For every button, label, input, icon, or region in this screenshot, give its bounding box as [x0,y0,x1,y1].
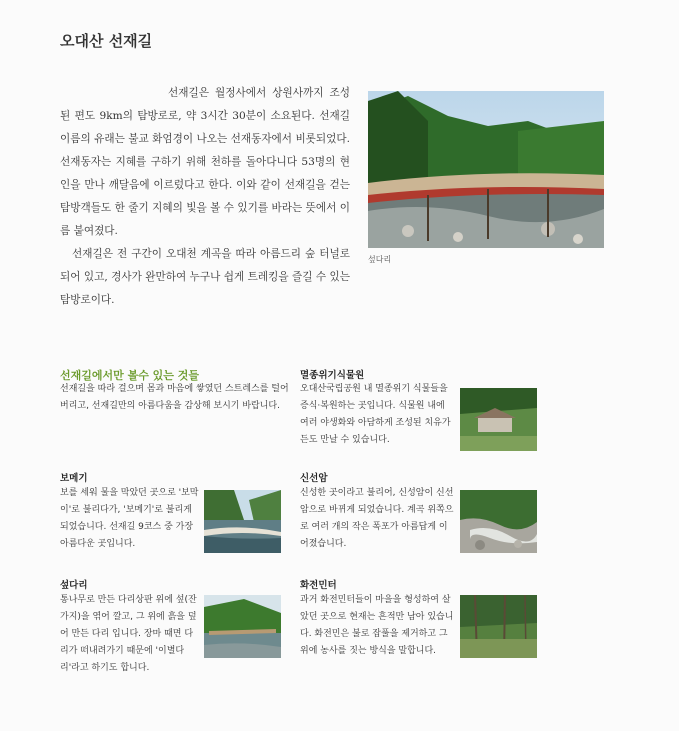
item-text-seopdari: 통나무로 만든 다리상판 위에 섶(잔가지)을 엮어 깔고, 그 위에 흙을 덮어 만든 다리 입니다. 장마 때면 다리가 떠내려가기 때문에 '이별다리'라고 하기도 합니다. [60,595,197,673]
item-title-seopdari: 섶다리 [60,580,88,591]
intro-paragraph-1: 선재길은 월정사에서 상원사까지 조성된 편도 9km의 탐방로로, 약 3시간 30분이 소요된다. 선재길 이름의 유래는 불교 화엄경이 나오는 선재동자에서 비롯되었다. 선재동자는 지혜를 구하기 위해 천하를 돌아다니다 53명의 현인을 만나 깨달음에 이르렀다고 한다. 이와 같이 선재길을 걷는 탐방객들도 한 줄기 지혜의 빛을 볼 수 있기를 바라는 뜻에서 이름 붙여졌다. [60,87,350,237]
item-text-sinseonam: 신성한 곳이라고 불리어, 신성암이 신선암으로 바뀌게 되었습니다. 계곡 위쪽으로 여러 개의 작은 폭포가 아름답게 이어졌습니다. [300,488,454,549]
sinseonam-photo [460,490,537,553]
bomegi-photo [204,490,281,553]
item-title-botanical-garden: 멸종위기식물원 [300,370,365,381]
intro-text [60,82,350,312]
item-text-botanical-garden: 오대산국립공원 내 멸종위기 식물들을 증식·복원하는 곳입니다. 식물원 내에 여러 야생화와 아담하게 조성된 치유가든도 만날 수 있습니다. [300,384,451,445]
item-title-sinseonam: 신선암 [300,473,328,484]
item-text-bomegi: 보를 세워 물을 막았던 곳으로 '보막이'로 불리다가, '보메기'로 불리게 되었습니다. 선재길 9코스 중 가장 아름다운 곳입니다. [60,488,199,549]
page-title: 오대산 선재길 [60,32,153,50]
photo-caption: 섶다리 [368,255,392,264]
seopdari-photo [204,595,281,658]
item-text-hwajeonmin: 과거 화전민터들이 마을을 형성하여 살았던 곳으로 현재는 흔적만 남아 있습니다. 화전민은 불로 잡풀을 제거하고 그 위에 농사를 짓는 방식을 말합니다. [300,595,454,656]
section-heading: 선재길에서만 볼수 있는 것들 [60,369,199,382]
item-title-bomegi: 보메기 [60,473,88,484]
botanical-garden-photo [460,388,537,451]
item-title-hwajeonmin: 화전민터 [300,580,337,591]
intro-paragraph-2: 선재길은 전 구간이 오대천 계곡을 따라 아름드리 숲 터널로 되어 있고, 경사가 완만하여 누구나 쉽게 트레킹을 즐길 수 있는 탐방로이다. [60,248,350,306]
log-bridge-photo [368,91,604,248]
hwajeonmin-photo [460,595,537,658]
section-text: 선재길을 따라 걸으며 몸과 마음에 쌓였던 스트레스를 털어버리고, 선재길만의 아름다움을 감상해 보시기 바랍니다. [60,384,289,411]
